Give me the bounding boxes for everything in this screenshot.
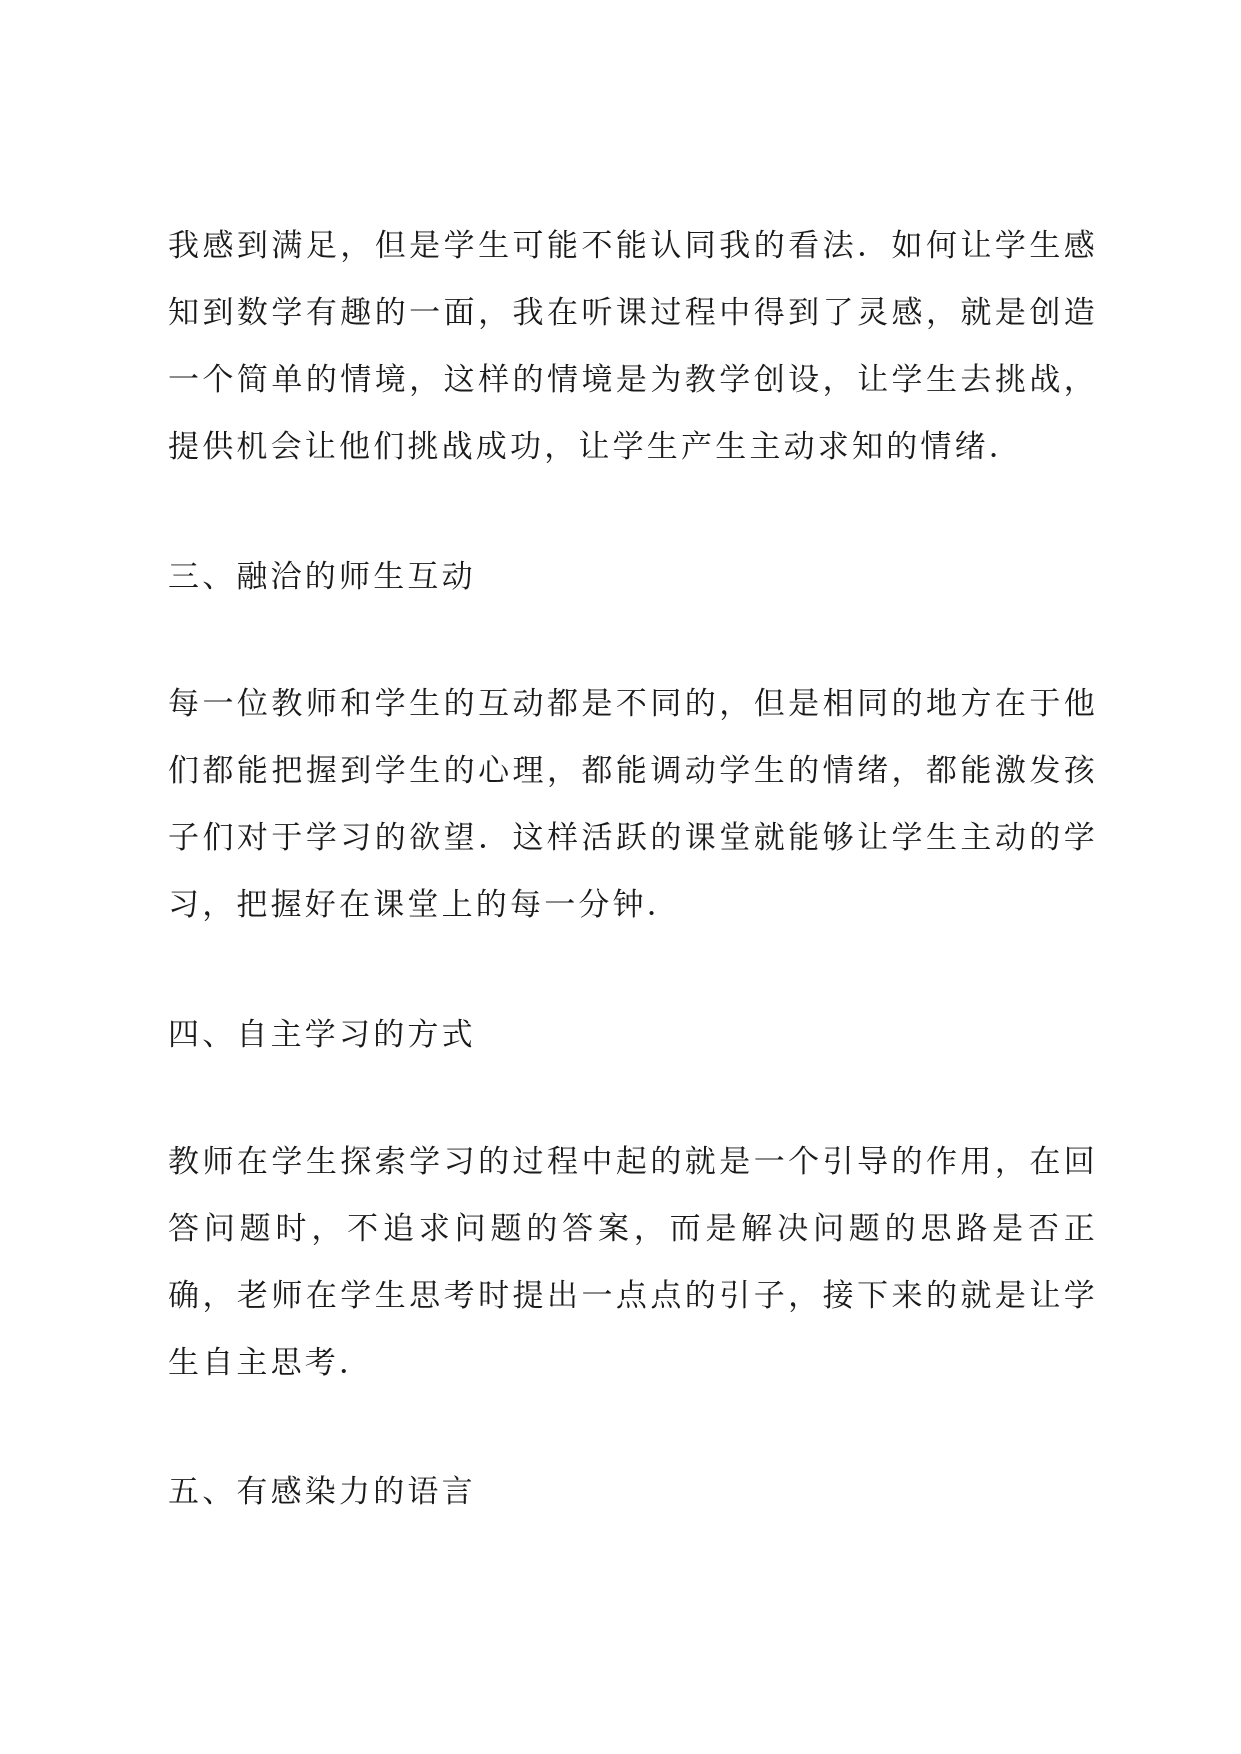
section-heading-4: 四、自主学习的方式 — [168, 1017, 476, 1053]
paragraph-self-learning: 教师在学生探索学习的过程中起的就是一个引导的作用，在回答问题时，不追求问题的答案，而是解决问题的思路是否正确，老师在学生思考时提出一点点的引子，接下来的就是让学生自主思考． — [168, 1144, 1098, 1381]
section-heading-5: 五、有感染力的语言 — [168, 1474, 476, 1510]
paragraph-interaction: 每一位教师和学生的互动都是不同的，但是相同的地方在于他们都能把握到学生的心理，都能调动学生的情绪，都能激发孩子们对于学习的欲望．这样活跃的课堂就能够让学生主动的学习，把握好在课堂上的每一分钟． — [168, 686, 1098, 923]
section-heading-3: 三、融洽的师生互动 — [168, 559, 476, 595]
paragraph-satisfaction: 我感到满足，但是学生可能不能认同我的看法．如何让学生感知到数学有趣的一面，我在听课过程中得到了灵感，就是创造一个简单的情境，这样的情境是为教学创设，让学生去挑战，提供机会让他们挑战成功，让学生产生主动求知的情绪． — [168, 228, 1098, 465]
